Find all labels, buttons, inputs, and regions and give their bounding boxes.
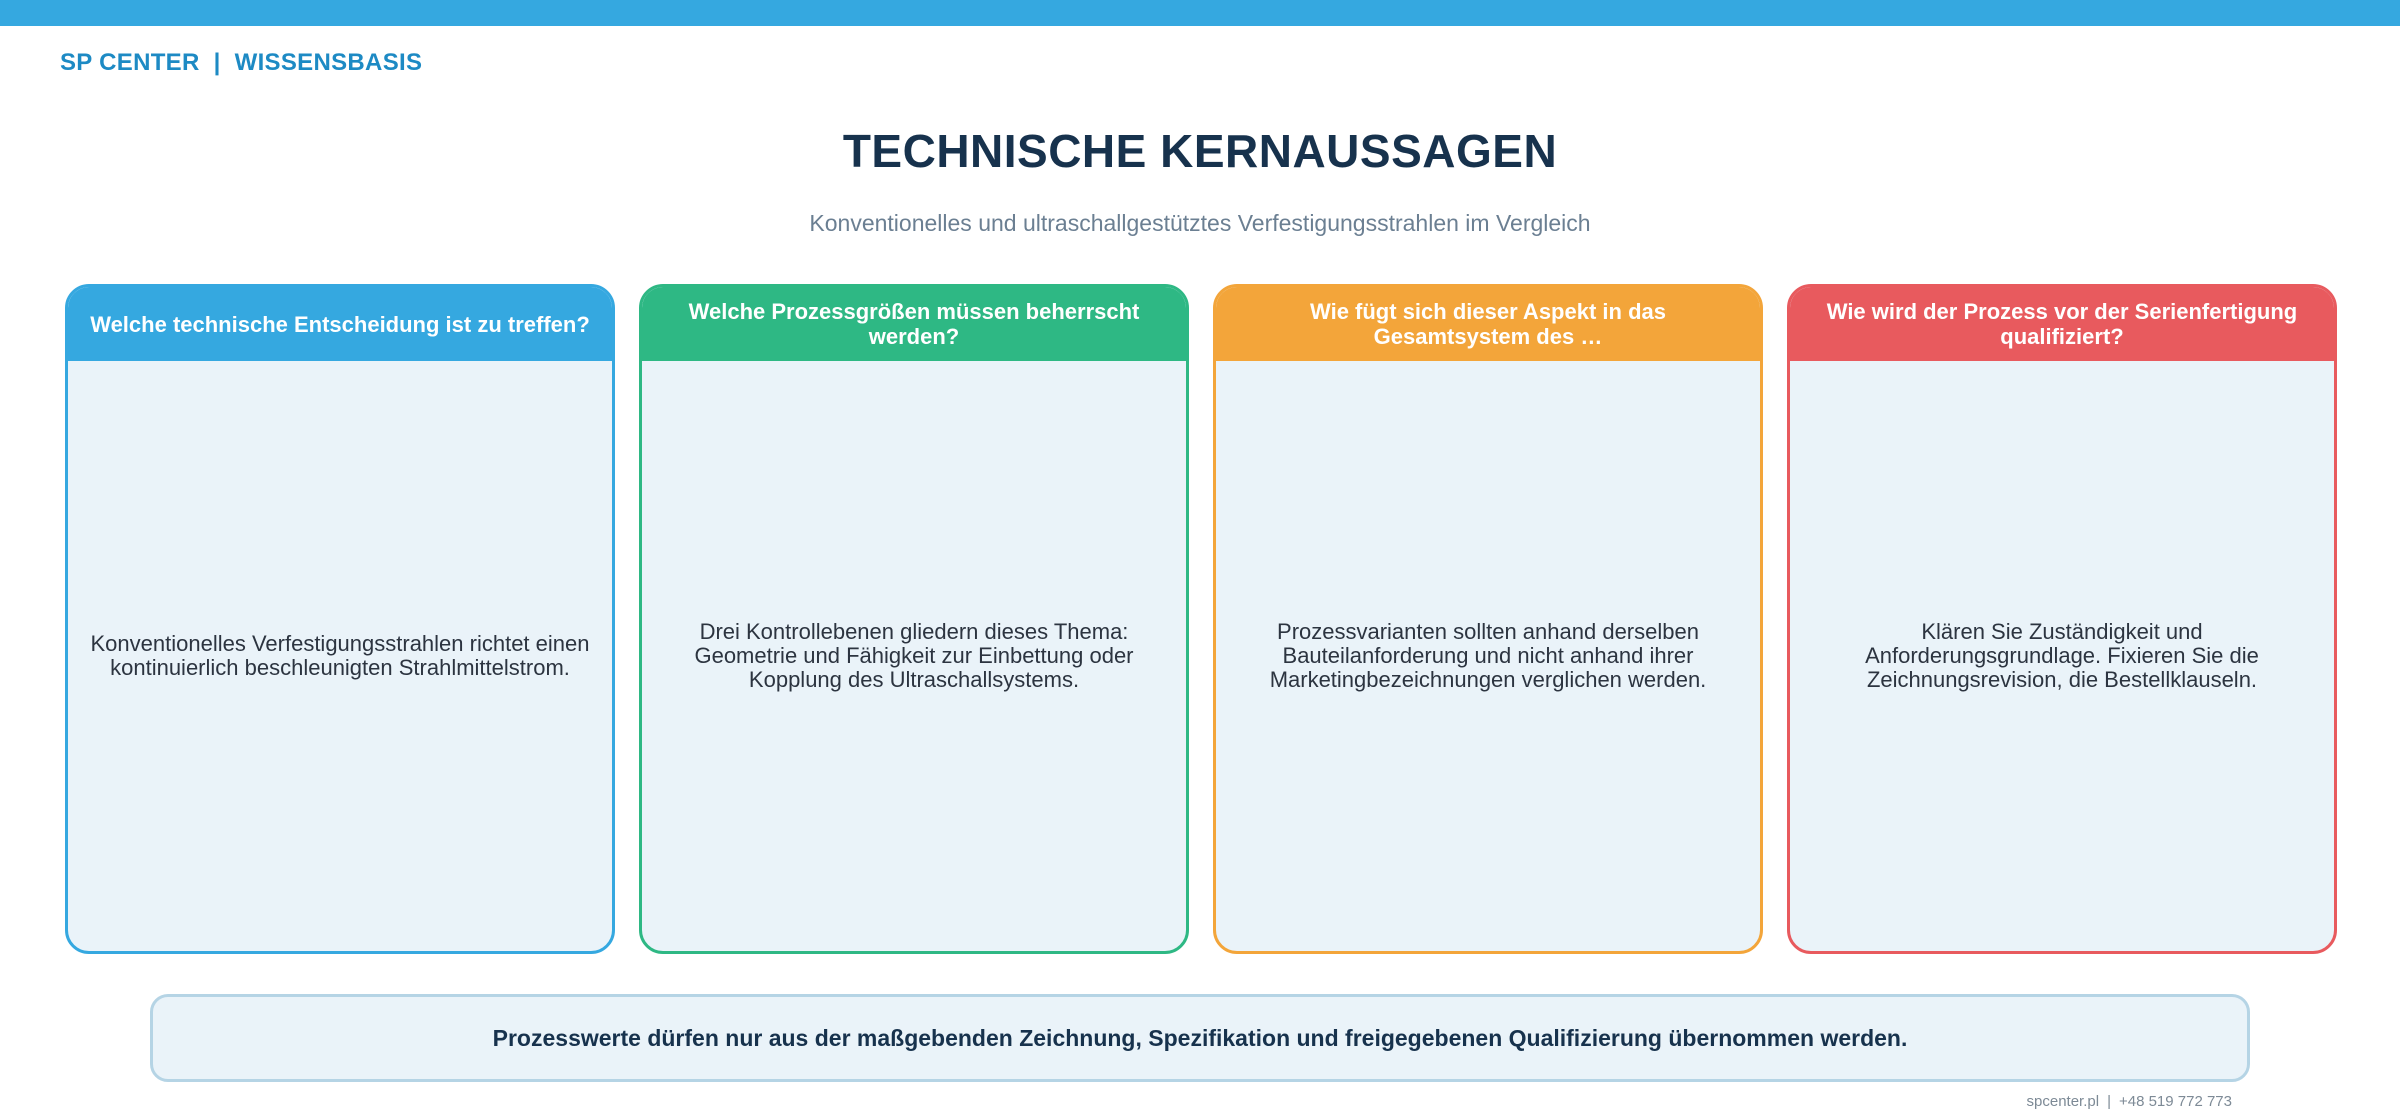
card-heading: Wie fügt sich dieser Aspekt in das Gesamtsystem des …	[1216, 287, 1760, 361]
card-body-text: Klären Sie Zuständigkeit und Anforderungsgrundlage. Fixieren Sie die Zeichnungsrevision, die Bestellklauseln.	[1865, 619, 2259, 692]
footer-website[interactable]: spcenter.pl	[2026, 1093, 2100, 1110]
key-note-box	[150, 994, 2250, 1082]
card-body-text: Konventionelles Verfestigungsstrahlen richtet einen kontinuierlich beschleunigten Strahlmittelstrom.	[90, 631, 590, 680]
card-heading: Welche technische Entscheidung ist zu treffen?	[68, 287, 612, 361]
brand-separator: |	[213, 49, 221, 76]
key-note-text: Prozesswerte dürfen nur aus der maßgebenden Zeichnung, Spezifikation und freigegebenen Qualifizierung übernommen werden.	[492, 1024, 1908, 1051]
brand-section: WISSENSBASIS	[234, 49, 423, 76]
brand-name: SP CENTER	[60, 49, 200, 76]
card-body	[1790, 361, 2334, 951]
footer-contact	[2027, 1093, 2232, 1110]
card-overall-system	[1213, 284, 1763, 954]
question-cards	[65, 284, 2335, 952]
card-body-text: Prozessvarianten sollten anhand derselben Bauteilanforderung und nicht anhand ihrer Marketingbezeichnungen verglichen werden.	[1269, 619, 1707, 692]
top-accent-bar	[0, 0, 2400, 26]
footer-phone[interactable]: +48 519 772 773	[2118, 1093, 2232, 1110]
card-heading: Wie wird der Prozess vor der Serienfertigung qualifiziert?	[1790, 287, 2334, 361]
page-subtitle: Konventionelles und ultraschallgestütztes Verfestigungsstrahlen im Vergleich	[809, 210, 1591, 236]
card-body	[68, 361, 612, 951]
card-technical-decision	[65, 284, 615, 954]
card-body	[642, 361, 1186, 951]
card-qualification	[1787, 284, 2337, 954]
brand-header	[60, 49, 422, 77]
card-body	[1216, 361, 1760, 951]
card-process-variables	[639, 284, 1189, 954]
card-heading: Welche Prozessgrößen müssen beherrscht werden?	[642, 287, 1186, 361]
page-title: TECHNISCHE KERNAUSSAGEN	[842, 125, 1558, 177]
card-body-text: Drei Kontrollebenen gliedern dieses Thema: Geometrie und Fähigkeit zur Einbettung oder Kopplung des Ultraschallsystems.	[694, 619, 1134, 692]
footer-separator: |	[2107, 1093, 2111, 1110]
